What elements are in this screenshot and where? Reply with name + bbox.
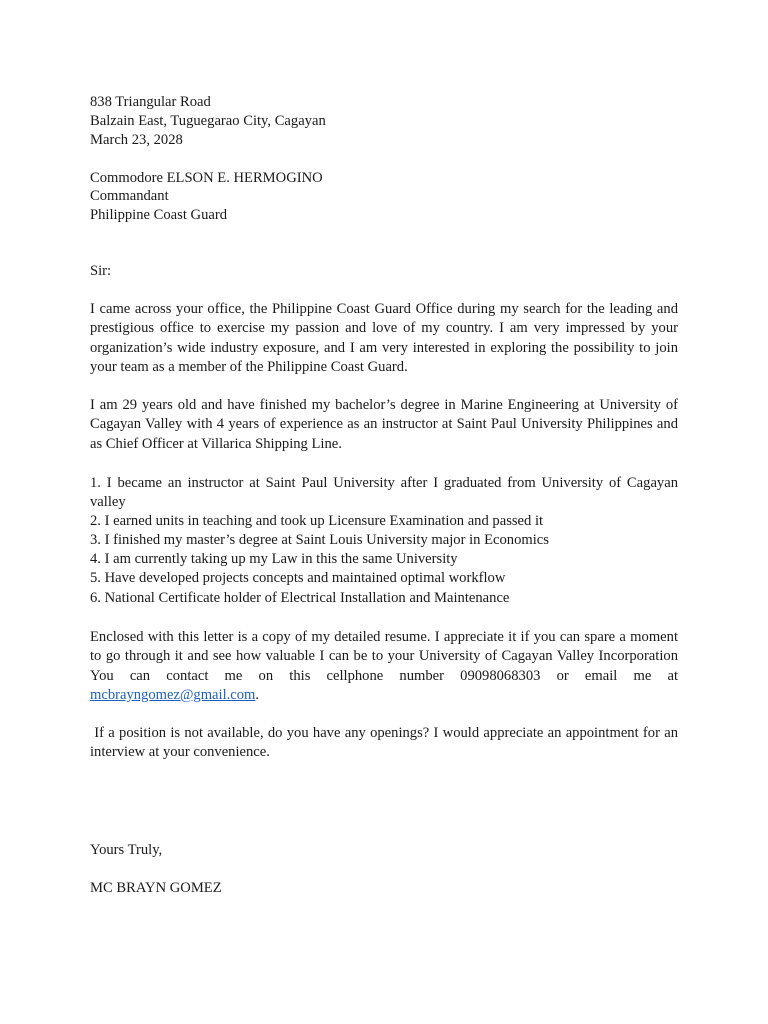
achievement-item-1-cont: valley bbox=[90, 494, 126, 510]
email-link[interactable]: mcbrayngomez@gmail.com bbox=[90, 686, 256, 703]
recipient-organization: Philippine Coast Guard bbox=[90, 207, 228, 223]
achievement-item-5: 5. Have developed projects concepts and maintained optimal workflow bbox=[90, 570, 506, 586]
recipient-name: Commodore ELSON E. HERMOGINO bbox=[90, 170, 323, 186]
sender-address-line2: Balzain East, Tuguegarao City, Cagayan bbox=[90, 113, 326, 129]
recipient-title: Commandant bbox=[90, 188, 169, 204]
request-paragraph: If a position is not available, do you have any openings? I would appreciate an appointment for an interview at your convenience. bbox=[90, 725, 682, 761]
sender-address-line1: 838 Triangular Road bbox=[90, 94, 211, 110]
background-paragraph: I am 29 years old and have finished my bachelor’s degree in Marine Engineering at University of Cagayan Valley with 4 years of experience as an instructor at Saint Paul University Philippines and as Chief Officer at Villarica Shipping Line. bbox=[90, 397, 678, 452]
complimentary-close: Yours Truly, bbox=[90, 842, 163, 858]
closing-paragraph bbox=[90, 628, 678, 705]
achievement-item-6: 6. National Certificate holder of Electrical Installation and Maintenance bbox=[90, 590, 510, 606]
closing-text: Enclosed with this letter is a copy of my detailed resume. I appreciate it if you can spare a moment to go through it and see how valuable I can be to your University of Cagayan Valley Incorporation You can contact me on this cellphone number 09098068303 or email me at bbox=[90, 629, 678, 684]
achievement-item-3: 3. I finished my master’s degree at Saint Louis University major in Economics bbox=[90, 532, 549, 548]
achievement-item-1: 1. I became an instructor at Saint Paul University after I graduated from University of Cagayan bbox=[90, 475, 678, 491]
salutation: Sir: bbox=[90, 263, 112, 279]
intro-paragraph: I came across your office, the Philippine Coast Guard Office during my search for the leading and prestigious office to exercise my passion and love of my country. I am very impressed by your organization’s wide industry exposure, and I am very interested in exploring the possibility to join your team as a member of the Philippine Coast Guard. bbox=[90, 301, 678, 375]
closing-period: . bbox=[255, 686, 260, 703]
achievement-item-4: 4. I am currently taking up my Law in this the same University bbox=[90, 551, 458, 567]
signer-name: MC BRAYN GOMEZ bbox=[90, 880, 222, 896]
letter-date: March 23, 2028 bbox=[90, 132, 183, 148]
achievement-item-2: 2. I earned units in teaching and took up Licensure Examination and passed it bbox=[90, 513, 544, 529]
